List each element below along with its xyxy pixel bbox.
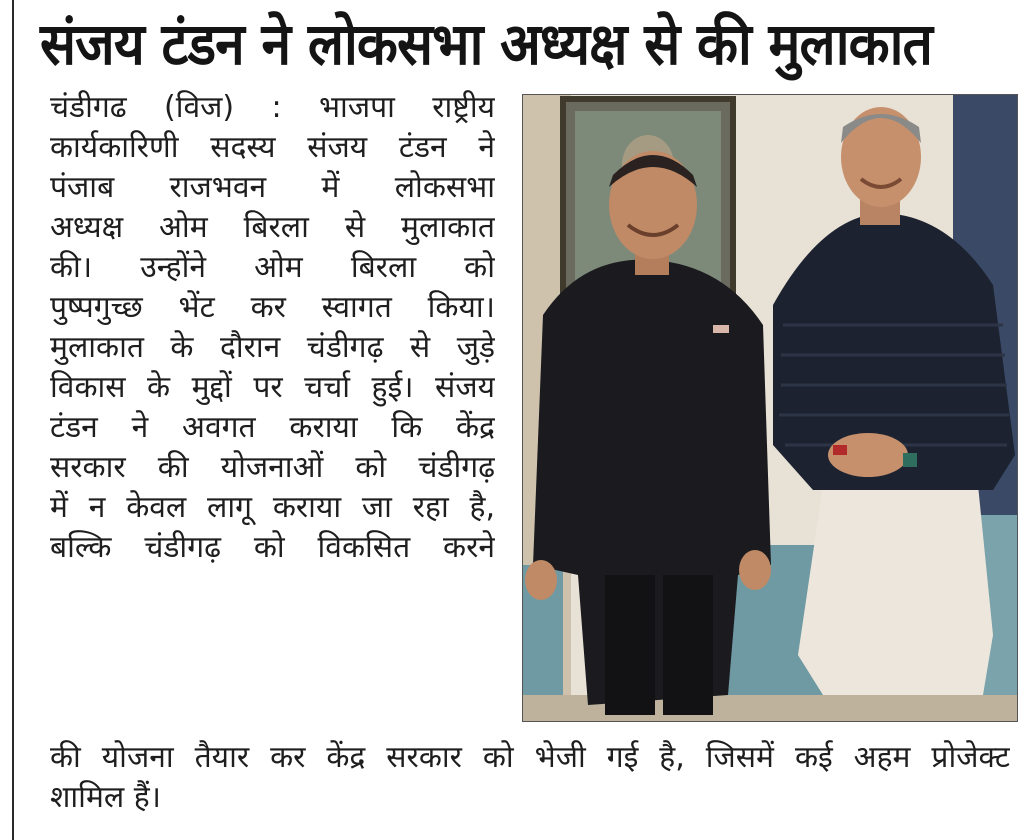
body-line: सरकार की योजनाओं को चंडीगढ़ [50,450,495,485]
body-line: विकास के मुद्दों पर चर्चा हुई। संजय [50,370,495,405]
headline: संजय टंडन ने लोकसभा अध्यक्ष से की मुलाकात [40,10,932,78]
body-line: की। उन्होंने ओम बिरला को [50,250,495,285]
body-line: में न केवल लागू कराया जा रहा है, [50,490,495,525]
body-line: की योजना तैयार कर केंद्र सरकार को भेजी गई है, जिसमें कई अहम प्रोजेक्ट [50,740,1010,775]
body-line: चंडीगढ (विज) : भाजपा राष्ट्रीय [50,90,495,125]
article-body-tail [50,738,1015,818]
body-line: कार्यकारिणी सदस्य संजय टंडन ने [50,130,495,165]
body-line: शामिल हैं। [50,780,162,815]
body-line: अध्यक्ष ओम बिरला से मुलाकात [50,210,495,245]
photo-illustration [523,95,1017,721]
column-rule [12,0,14,840]
body-line: टंडन ने अवगत कराया कि केंद्र [50,410,495,445]
news-photo [522,94,1018,722]
body-line: पुष्पगुच्छ भेंट कर स्वागत किया। [50,290,495,325]
body-line: मुलाकात के दौरान चंडीगढ़ से जुड़े [50,330,495,365]
body-line: पंजाब राजभवन में लोकसभा [50,170,495,205]
body-line: बल्कि चंडीगढ़ को विकसित करने [50,530,495,565]
article-body [50,88,495,568]
